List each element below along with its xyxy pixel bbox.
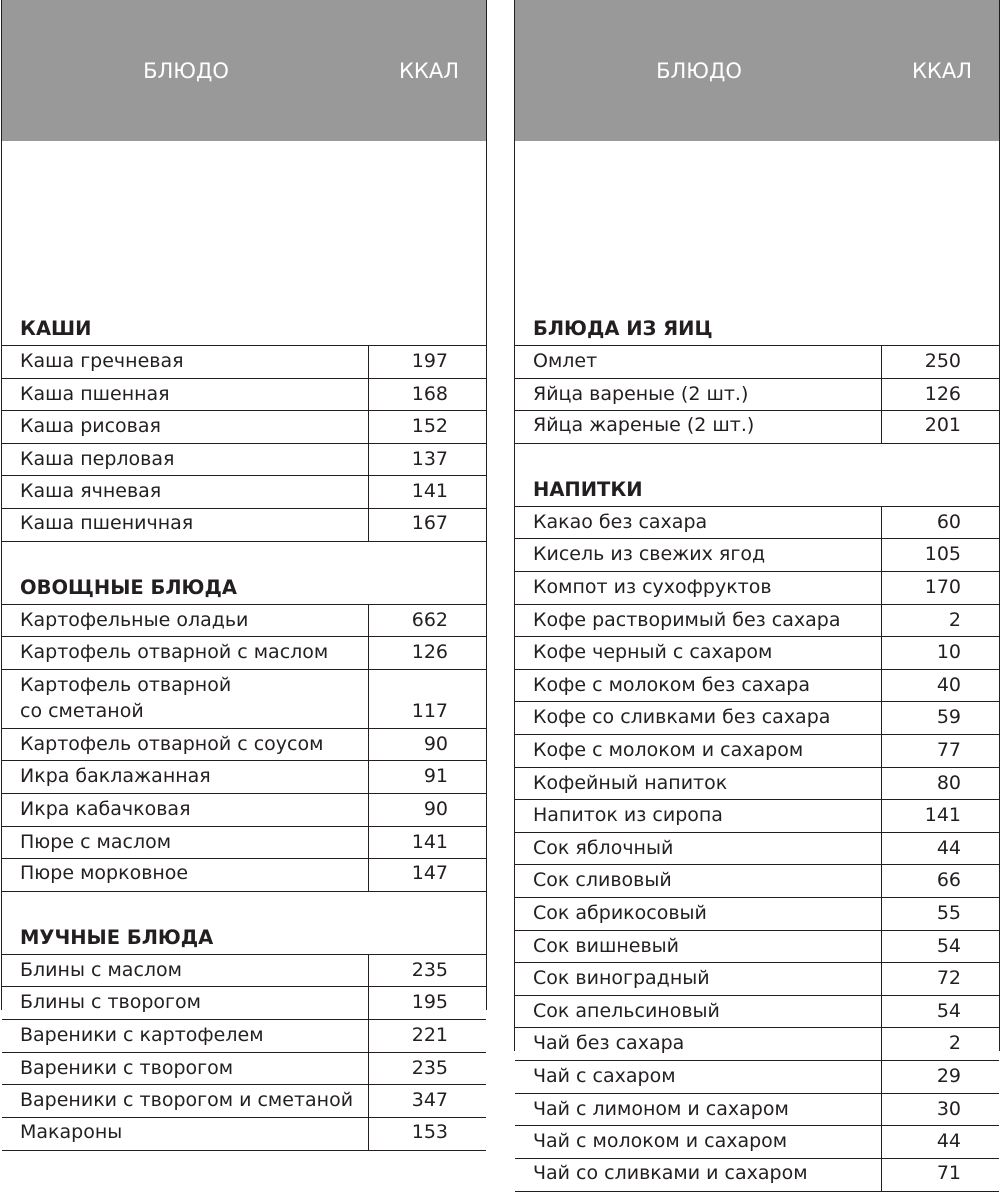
dish-name: Картофельные оладьи: [20, 608, 249, 631]
dish-name: Блины с творогом: [20, 991, 201, 1014]
column-divider: [368, 827, 369, 860]
column-divider: [881, 379, 882, 412]
table-row: [515, 604, 999, 638]
dish-name: Пюре морковное: [20, 862, 189, 885]
right-calorie-table: [514, 0, 1000, 1184]
column-divider: [368, 444, 369, 477]
kcal-value: 40: [936, 673, 961, 696]
table-row: [2, 508, 486, 542]
section-title: ОВОЩНЫЕ БЛЮДА: [20, 575, 237, 599]
column-divider: [368, 476, 369, 509]
dish-name: Сок яблочный: [533, 836, 674, 859]
section-title: НАПИТКИ: [533, 477, 643, 501]
column-divider: [881, 1094, 882, 1127]
table-row: [515, 995, 999, 1029]
kcal-value: 235: [411, 1056, 448, 1079]
dish-name: Напиток из сиропа: [533, 804, 723, 827]
dish-name: Каша пшеничная: [20, 512, 194, 535]
kcal-value: 44: [936, 1130, 961, 1153]
kcal-value: 195: [411, 991, 448, 1014]
kcal-value: 141: [411, 480, 448, 503]
column-divider: [881, 605, 882, 638]
dish-name: Сок вишневый: [533, 934, 679, 957]
kcal-value: 167: [411, 512, 448, 535]
column-divider: [881, 931, 882, 964]
section-title: БЛЮДА ИЗ ЯИЦ: [533, 317, 713, 340]
kcal-value: 153: [411, 1120, 448, 1143]
table-row: [515, 636, 999, 670]
kcal-value: 141: [924, 804, 961, 827]
dish-name: Картофель отварной с соусом: [20, 732, 324, 755]
column-divider: [881, 963, 882, 996]
table-row: [2, 1052, 486, 1086]
table-row: [515, 571, 999, 605]
dish-name: Кофе с молоком и сахаром: [533, 739, 804, 762]
section-title: МУЧНЫЕ БЛЮДА: [20, 925, 214, 949]
kcal-value: 126: [411, 641, 448, 664]
dish-name: Вареники с творогом: [20, 1056, 234, 1079]
dish-name: Сок абрикосовый: [533, 902, 707, 925]
dish-name: Чай без сахара: [533, 1032, 685, 1055]
kcal-column-header: ККАЛ: [399, 59, 459, 83]
kcal-value: 197: [411, 350, 448, 373]
kcal-value: 126: [924, 382, 961, 405]
kcal-value: 141: [411, 830, 448, 853]
dish-name: Икра баклажанная: [20, 765, 211, 788]
table-row: [2, 986, 486, 1020]
column-divider: [881, 996, 882, 1029]
column-divider: [368, 859, 369, 891]
kcal-value: 55: [936, 902, 961, 925]
column-divider: [368, 987, 369, 1020]
column-divider: [881, 1061, 882, 1094]
table-row: [2, 443, 486, 477]
table-row: [515, 506, 999, 540]
dish-name: Какао без сахара: [533, 510, 708, 533]
dish-name: Чай со сливками и сахаром: [533, 1161, 808, 1184]
table-row: [2, 410, 486, 444]
table-row: [515, 897, 999, 931]
kcal-value: 30: [936, 1097, 961, 1120]
column-divider: [368, 1020, 369, 1053]
kcal-column-header: ККАЛ: [912, 59, 972, 83]
column-divider: [881, 833, 882, 866]
table-row: [2, 1019, 486, 1053]
kcal-value: 10: [936, 641, 961, 664]
table-row: [515, 962, 999, 996]
kcal-value: 66: [936, 869, 961, 892]
kcal-value: 2: [948, 608, 961, 631]
dish-name: Каша рисовая: [20, 415, 161, 438]
column-divider: [368, 346, 369, 379]
column-divider: [368, 1118, 369, 1150]
dish-name: Каша пшенная: [20, 382, 170, 405]
dish-name: Сок сливовый: [533, 869, 672, 892]
kcal-value: 60: [936, 510, 961, 533]
column-divider: [368, 794, 369, 827]
dish-name: Омлет: [533, 350, 598, 373]
column-divider: [881, 507, 882, 540]
table-row: [2, 345, 486, 379]
dish-name: Чай с лимоном и сахаром: [533, 1097, 789, 1120]
kcal-value: 201: [924, 414, 961, 437]
kcal-value: 147: [411, 862, 448, 885]
column-divider: [368, 729, 369, 762]
table-row: [2, 1117, 486, 1151]
kcal-value: 152: [411, 415, 448, 438]
table-row: [515, 799, 999, 833]
kcal-value: 72: [936, 967, 961, 990]
dish-column-header: БЛЮДО: [143, 59, 229, 83]
kcal-value: 54: [936, 999, 961, 1022]
kcal-value: 80: [936, 771, 961, 794]
table-row: [2, 669, 486, 730]
column-divider: [881, 572, 882, 605]
table-row: [2, 378, 486, 412]
kcal-value: 91: [423, 765, 448, 788]
column-divider: [368, 637, 369, 670]
table-row: [515, 734, 999, 768]
dish-name: Каша ячневая: [20, 480, 162, 503]
column-divider: [881, 702, 882, 735]
table-row: [515, 864, 999, 898]
table-row: [2, 728, 486, 762]
table-row: [2, 954, 486, 988]
dish-name: Чай с молоком и сахаром: [533, 1130, 788, 1153]
dish-name: Макароны: [20, 1120, 123, 1143]
dish-name: Блины с маслом: [20, 958, 183, 981]
table-row: [515, 767, 999, 801]
column-divider: [881, 1159, 882, 1191]
table-row: [2, 475, 486, 509]
table-row: [2, 793, 486, 827]
kcal-value: 44: [936, 836, 961, 859]
table-row: [515, 1093, 999, 1127]
column-divider: [881, 865, 882, 898]
kcal-value: 2: [948, 1032, 961, 1055]
table-row: [515, 345, 999, 379]
kcal-value: 221: [411, 1024, 448, 1047]
dish-name: Вареники с картофелем: [20, 1024, 264, 1047]
dish-name: Пюре с маслом: [20, 830, 172, 853]
table-row: [515, 832, 999, 866]
dish-name: Яйца жареные (2 шт.): [533, 414, 755, 437]
dish-name: Яйца вареные (2 шт.): [533, 382, 749, 405]
column-divider: [368, 1085, 369, 1118]
column-divider: [368, 411, 369, 444]
table-row: [515, 930, 999, 964]
table-row: [2, 604, 486, 638]
kcal-value: 90: [423, 732, 448, 755]
column-divider: [368, 509, 369, 541]
table-row: [515, 1158, 999, 1192]
kcal-value: 250: [924, 350, 961, 373]
column-divider: [368, 761, 369, 794]
kcal-value: 137: [411, 447, 448, 470]
dish-name: Сок виноградный: [533, 967, 710, 990]
kcal-value: 90: [423, 798, 448, 821]
table-row: [515, 701, 999, 735]
column-divider: [881, 1028, 882, 1061]
dish-name: Кофе с молоком без сахара: [533, 673, 811, 696]
kcal-value: 54: [936, 934, 961, 957]
kcal-value: 168: [411, 382, 448, 405]
column-divider: [368, 379, 369, 412]
table-row: [2, 1084, 486, 1118]
dish-name: Икра кабачковая: [20, 798, 191, 821]
column-divider: [881, 637, 882, 670]
table-row: [515, 1027, 999, 1061]
dish-name: Кофе со сливками без сахара: [533, 706, 831, 729]
table-row: [515, 410, 999, 444]
dish-column-header: БЛЮДО: [656, 59, 742, 83]
column-divider: [881, 898, 882, 931]
table-row: [515, 378, 999, 412]
kcal-value: 235: [411, 958, 448, 981]
dish-name: Картофель отварной с маслом: [20, 641, 329, 664]
dish-name: Компот из сухофруктов: [533, 576, 772, 599]
column-divider: [368, 955, 369, 988]
dish-name: Чай с сахаром: [533, 1065, 676, 1088]
dish-name: Кофе черный с сахаром: [533, 641, 773, 664]
column-divider: [881, 768, 882, 801]
table-row: [515, 538, 999, 572]
table-row: [515, 1060, 999, 1094]
column-divider: [881, 1126, 882, 1159]
dish-name: Каша перловая: [20, 447, 175, 470]
dish-name: Каша гречневая: [20, 350, 184, 373]
column-divider: [368, 605, 369, 638]
dish-name: Кофейный напиток: [533, 771, 728, 794]
column-divider: [881, 800, 882, 833]
table-row: [515, 669, 999, 703]
column-divider: [368, 1053, 369, 1086]
column-divider: [881, 735, 882, 768]
section-title: КАШИ: [20, 317, 92, 340]
table-row: [2, 760, 486, 794]
dish-name: Картофель отварной со сметаной: [20, 674, 232, 723]
table-row: [2, 858, 486, 892]
left-calorie-table: [1, 0, 487, 1143]
table-row: [2, 636, 486, 670]
kcal-value: 662: [411, 608, 448, 631]
dish-name: Вареники с творогом и сметаной: [20, 1089, 354, 1112]
kcal-value: 117: [411, 700, 448, 723]
kcal-value: 347: [411, 1089, 448, 1112]
column-divider: [881, 539, 882, 572]
kcal-value: 71: [936, 1161, 961, 1184]
column-divider: [881, 670, 882, 703]
kcal-value: 77: [936, 739, 961, 762]
kcal-value: 59: [936, 706, 961, 729]
kcal-value: 170: [924, 576, 961, 599]
table-row: [515, 1125, 999, 1159]
column-divider: [881, 346, 882, 379]
right-table-header: [515, 0, 999, 141]
dish-name: Кисель из свежих ягод: [533, 543, 766, 566]
dish-name: Кофе растворимый без сахара: [533, 608, 841, 631]
column-divider: [368, 670, 369, 730]
left-table-header: [2, 0, 486, 141]
kcal-value: 105: [924, 543, 961, 566]
column-divider: [881, 411, 882, 443]
table-row: [2, 826, 486, 860]
kcal-value: 29: [936, 1065, 961, 1088]
dish-name: Сок апельсиновый: [533, 999, 720, 1022]
